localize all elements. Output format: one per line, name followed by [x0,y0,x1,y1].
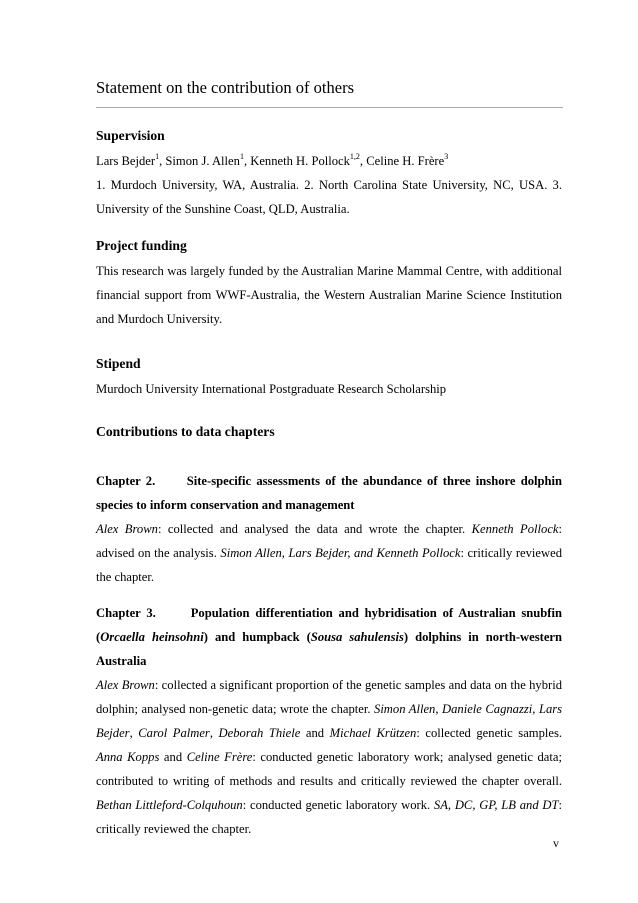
chapter-3-contributions [96,673,562,841]
separator: , [209,726,219,740]
chapter-3-section [96,601,562,841]
contributor: Simon Allen [374,702,436,716]
species-name: Sousa sahulensis [310,630,404,644]
stipend-text: Murdoch University International Postgraduate Research Scholarship [96,382,447,396]
separator: , [129,726,139,740]
contributor: Bethan Littleford-Colquhoun [96,798,243,812]
title-divider [96,107,563,108]
contributor: Carol Palmer [138,726,210,740]
stipend-section [96,377,562,401]
funding-heading: Project funding [96,238,187,253]
chapter-title: Site-specific assessments of the abundance of three inshore dolphin species to inform conservation and management [96,474,562,512]
contribution-text: : collected genetic samples. [416,726,563,740]
name-separator: , [159,154,166,168]
contributor: Anna Kopps [96,750,160,764]
chapter-number: Chapter 3. [96,606,156,620]
contribution-text: : conducted genetic laboratory work; analysed genetic data; contributed to writing of methods and results and critically reviewed the chapter overall. [96,750,562,788]
page-number: v [553,836,559,850]
name-separator: , [359,154,367,168]
contributor: SA, DC, GP, LB and DT [433,798,559,812]
contribution-text: : critically reviewed the chapter. [96,798,562,836]
supervisor-names [96,149,562,173]
funding-text: This research was largely funded by the Australian Marine Mammal Centre, with additional financial support from WWF-Australia, the Western Australian Marine Science Institution and Murdoch University. [96,264,562,326]
contributor: Deborah Thiele [218,726,301,740]
separator: , [532,702,539,716]
contribution-text: : critically reviewed the chapter. [96,546,563,584]
affiliations-text: 1. Murdoch University, WA, Australia. 2. North Carolina State University, NC, USA. 3. University of the Sunshine Coast, QLD, Australia. [96,178,562,216]
species-name: Orcaella heinsohni [100,630,204,644]
separator: and [300,726,330,740]
contributor: Lars Bejder [96,702,563,740]
affiliation-marker: 1 [155,151,160,161]
contribution-text: : advised on the analysis. [96,522,562,560]
supervisor-name: Simon J. Allen [165,154,240,168]
funding-section [96,259,562,331]
supervisor-name: Lars Bejder [96,154,156,168]
separator: , [435,702,443,716]
supervision-section [96,149,562,221]
contributor: Michael Krützen [329,726,417,740]
contribution-text: : conducted genetic laboratory work. [242,798,434,812]
contributor: Daniele Cagnazzi [442,702,533,716]
chapter-2-section [96,469,562,589]
contributor: Simon Allen, Lars Bejder, and Kenneth Pollock [220,546,461,560]
contributor: Alex Brown [96,678,155,692]
page-title: Statement on the contribution of others [96,78,354,97]
affiliation-marker: 1,2 [349,151,360,161]
chapter-title-part: ) dolphins in north-western Australia [96,630,563,668]
affiliation-marker: 3 [444,151,449,161]
chapter-3-heading [96,601,562,673]
contributor: Kenneth Pollock [471,522,559,536]
chapter-title-part: ) and humpback ( [203,630,311,644]
contribution-text: : collected a significant proportion of the genetic samples and data on the hybrid dolphin; analysed non-genetic data; wrote the chapter. [96,678,563,716]
contribution-text: : collected and analysed the data and wrote the chapter. [157,522,472,536]
supervisor-name: Kenneth H. Pollock [250,154,350,168]
chapter-title-part: Population differentiation and hybridisation of Australian snubfin ( [96,606,563,644]
contributor: Celine Frère [186,750,253,764]
affiliation-marker: 1 [239,151,244,161]
contributor: Alex Brown [96,522,158,536]
contributions-heading: Contributions to data chapters [96,424,275,439]
supervisor-name: Celine H. Frère [366,154,445,168]
chapter-2-contributions [96,517,562,589]
name-separator: , [243,154,251,168]
supervision-heading: Supervision [96,128,165,143]
separator: and [159,750,187,764]
chapter-number: Chapter 2. [96,474,156,488]
stipend-heading: Stipend [96,356,141,371]
chapter-2-heading [96,469,562,517]
